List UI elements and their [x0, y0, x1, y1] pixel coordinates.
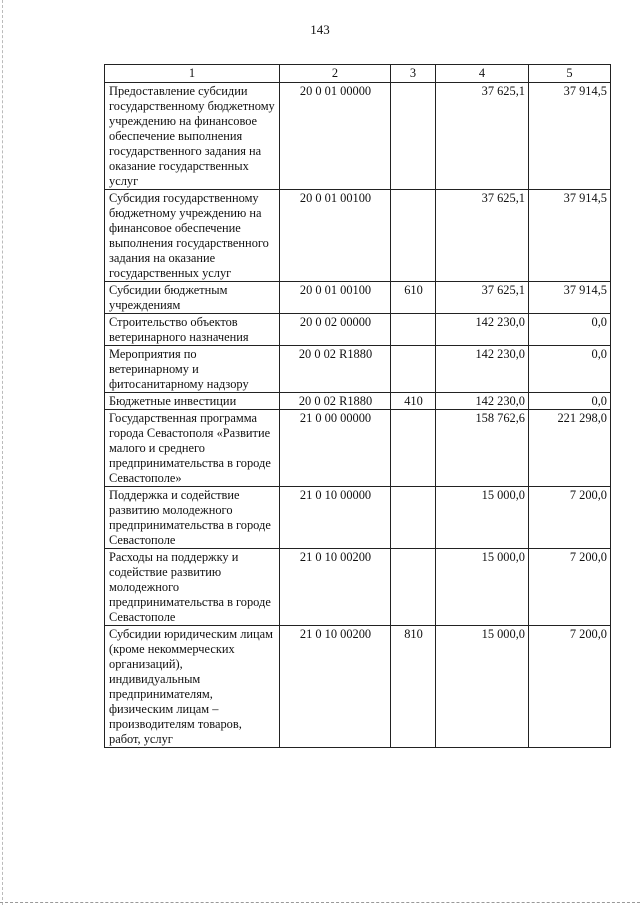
table-row — [105, 393, 611, 410]
row-amount-year-2: 37 914,5 — [529, 282, 611, 314]
header-col-5: 5 — [529, 65, 611, 83]
row-amount-year-2: 7 200,0 — [529, 549, 611, 626]
row-name: Субсидия государственному бюджетному учреждению на финансовое обеспечение выполнения государственного задания на оказание государственных услуг — [105, 190, 280, 282]
scan-bottom-edge — [0, 902, 640, 903]
row-target-code: 21 0 10 00200 — [280, 626, 391, 748]
table-body — [105, 83, 611, 748]
row-target-code: 20 0 01 00100 — [280, 190, 391, 282]
table-row — [105, 346, 611, 393]
row-expense-type — [391, 549, 436, 626]
row-expense-type: 610 — [391, 282, 436, 314]
row-target-code: 20 0 02 R1880 — [280, 393, 391, 410]
row-name: Государственная программа города Севастополя «Развитие малого и среднего предпринимательства в городе Севастополе» — [105, 410, 280, 487]
row-amount-year-1: 15 000,0 — [436, 487, 529, 549]
row-amount-year-2: 0,0 — [529, 393, 611, 410]
table-row — [105, 549, 611, 626]
row-expense-type — [391, 314, 436, 346]
row-expense-type: 410 — [391, 393, 436, 410]
row-name: Предоставление субсидии государственному бюджетному учреждению на финансовое обеспечение выполнения государственного задания на оказание государственных услуг — [105, 83, 280, 190]
row-expense-type: 810 — [391, 626, 436, 748]
table-row — [105, 282, 611, 314]
row-amount-year-1: 15 000,0 — [436, 626, 529, 748]
row-target-code: 20 0 01 00000 — [280, 83, 391, 190]
row-target-code: 21 0 10 00000 — [280, 487, 391, 549]
row-target-code: 20 0 02 00000 — [280, 314, 391, 346]
row-expense-type — [391, 487, 436, 549]
header-col-1: 1 — [105, 65, 280, 83]
row-name: Субсидии юридическим лицам (кроме некоммерческих организаций), индивидуальным предпринимателям, физическим лицам – производителям товаров, работ, услуг — [105, 626, 280, 748]
row-expense-type — [391, 190, 436, 282]
row-amount-year-1: 142 230,0 — [436, 346, 529, 393]
row-target-code: 21 0 10 00200 — [280, 549, 391, 626]
row-amount-year-2: 0,0 — [529, 346, 611, 393]
row-expense-type — [391, 83, 436, 190]
table-row — [105, 487, 611, 549]
row-target-code: 20 0 02 R1880 — [280, 346, 391, 393]
row-amount-year-1: 15 000,0 — [436, 549, 529, 626]
page-number: 143 — [310, 22, 330, 37]
row-amount-year-1: 37 625,1 — [436, 83, 529, 190]
row-target-code: 21 0 00 00000 — [280, 410, 391, 487]
row-amount-year-2: 37 914,5 — [529, 83, 611, 190]
row-amount-year-2: 7 200,0 — [529, 626, 611, 748]
row-name: Расходы на поддержку и содействие развитию молодежного предпринимательства в городе Севастополе — [105, 549, 280, 626]
budget-table — [104, 64, 611, 748]
row-amount-year-2: 0,0 — [529, 314, 611, 346]
row-name: Мероприятия по ветеринарному и фитосанитарному надзору — [105, 346, 280, 393]
row-amount-year-1: 158 762,6 — [436, 410, 529, 487]
header-col-2: 2 — [280, 65, 391, 83]
header-col-3: 3 — [391, 65, 436, 83]
row-amount-year-2: 37 914,5 — [529, 190, 611, 282]
table-row — [105, 314, 611, 346]
row-expense-type — [391, 410, 436, 487]
table-row — [105, 410, 611, 487]
row-amount-year-1: 37 625,1 — [436, 282, 529, 314]
header-col-4: 4 — [436, 65, 529, 83]
row-amount-year-1: 37 625,1 — [436, 190, 529, 282]
row-amount-year-1: 142 230,0 — [436, 314, 529, 346]
row-name: Бюджетные инвестиции — [105, 393, 280, 410]
row-amount-year-2: 221 298,0 — [529, 410, 611, 487]
table-header-row — [105, 65, 611, 83]
row-name: Субсидии бюджетным учреждениям — [105, 282, 280, 314]
table-row — [105, 83, 611, 190]
table-row — [105, 626, 611, 748]
row-amount-year-1: 142 230,0 — [436, 393, 529, 410]
row-expense-type — [391, 346, 436, 393]
table-row — [105, 190, 611, 282]
row-name: Поддержка и содействие развитию молодежного предпринимательства в городе Севастополе — [105, 487, 280, 549]
scan-edge-line — [2, 0, 3, 905]
row-target-code: 20 0 01 00100 — [280, 282, 391, 314]
row-name: Строительство объектов ветеринарного назначения — [105, 314, 280, 346]
row-amount-year-2: 7 200,0 — [529, 487, 611, 549]
